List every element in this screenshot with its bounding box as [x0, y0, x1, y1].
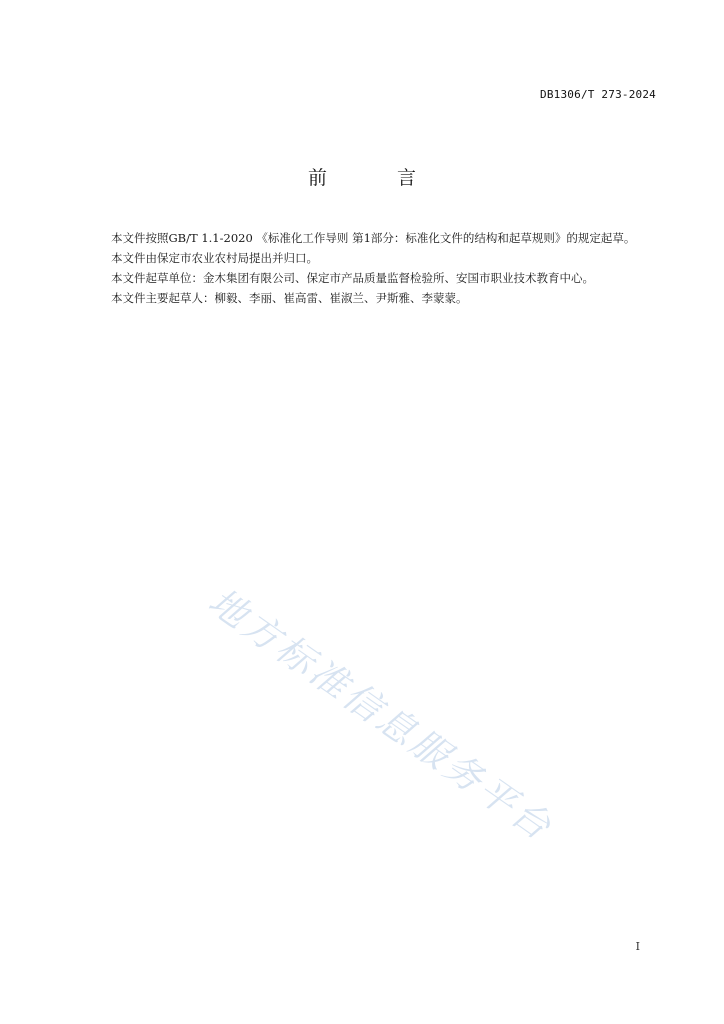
- page-number: I: [635, 940, 640, 953]
- watermark: 地方标准信息服务平台: [200, 579, 562, 851]
- document-code: DB1306/T 273-2024: [540, 88, 656, 101]
- foreword-body: [88, 228, 658, 308]
- page-title: [0, 163, 724, 190]
- paragraph-proposer: 本文件由保定市农业农村局提出并归口。: [111, 251, 318, 265]
- title-char-2: 言: [397, 167, 417, 189]
- title-char-1: 前: [307, 167, 327, 189]
- paragraph-drafting-units: 本文件起草单位：金木集团有限公司、保定市产品质量监督检验所、安国市职业技术教育中心。: [111, 271, 594, 285]
- paragraph-standard-basis: 本文件按照GB/T 1.1-2020 《标准化工作导则 第1部分：标准化文件的结构和起草规则》的规定起草。: [111, 231, 636, 245]
- paragraph-drafters: 本文件主要起草人：柳毅、李丽、崔高雷、崔淑兰、尹斯雅、李蒙蒙。: [111, 291, 468, 305]
